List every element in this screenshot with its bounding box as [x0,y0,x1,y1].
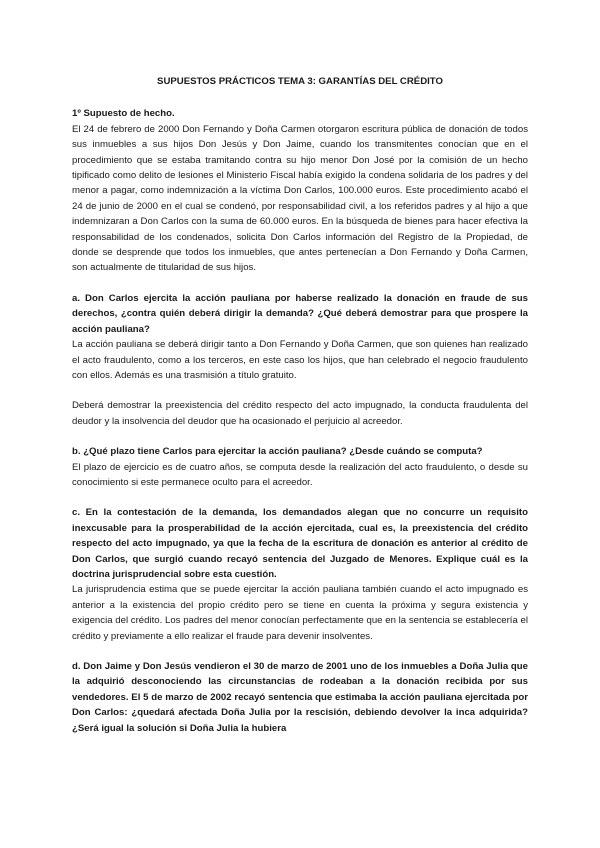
case-facts: El 24 de febrero de 2000 Don Fernando y Doña Carmen otorgaron escritura pública de donación de todos sus inmuebles a sus hijos Don Jesús y Don Jaime, cuando los transmitentes conocían que en el procedimiento que se estaba tramitando contra su hijo menor Don José por la comisión de un hecho tipificado como delito de lesiones el Ministerio Fiscal había exigido la condena solidaria de los padres y del menor a pagar, como indemnización a la víctima Don Carlos, 100.000 euros. Este procedimiento acabó el 24 de junio de 2000 en el cual se condenó, por responsabilidad civil, a los referidos padres y al hijo a que indemnizaran a Don Carlos con la suma de 60.000 euros. En la búsqueda de bienes para hacer efectiva la responsabilidad de los condenados, solicita Don Carlos información del Registro de la Propiedad, de donde se desprende que todos los inmuebles, que antes pertenecían a Don Fernando y Doña Carmen, son actualmente de titularidad de sus hijos. [72,123,528,274]
answer-b-1: El plazo de ejercicio es de cuatro años, se computa desde la realización del acto fraudulento, o desde su conocimiento si este permanece oculto para el acreedor. [72,461,528,488]
spacer [72,276,528,291]
spacer [72,490,528,505]
question-a: a. Don Carlos ejercita la acción pauliana por haberse realizado la donación en fraude de sus derechos, ¿contra quién deberá dirigir la demanda? ¿Qué deberá demostrar para que prospere la acción pauliana? [72,292,528,335]
case-title: 1º Supuesto de hecho. [72,108,175,120]
answer-c-1: La jurisprudencia estima que se puede ejercitar la acción pauliana también cuando el acto impugnado es anterior a la existencia del propio crédito pero se tiene en cuenta la próxima y segura existencia y exigencia del crédito. Los padres del menor conocían perfectamente que en la sentencia se establecería el crédito y previamente a ello realizar el fraude para devenir insolventes. [72,584,528,642]
spacer [72,383,528,398]
spacer [72,644,528,659]
document-title: SUPUESTOS PRÁCTICOS TEMA 3: GARANTÍAS DEL CRÉDITO [157,76,443,87]
question-d: d. Don Jaime y Don Jesús vendieron el 30 de marzo de 2001 uno de los inmuebles a Doña Julia que la adquirió desconociendo las circunstancias de rodeaban a la donación recibida por sus vendedores. El 5 de marzo de 2002 recayó sentencia que estimaba la acción pauliana ejercitada por Don Carlos: ¿quedará afectada Doña Julia por la rescisión, debiendo devolver la inca adquirida? ¿Será igual la solución si Doña Julia la hubiera [72,661,528,734]
answer-a-2: Deberá demostrar la preexistencia del crédito respecto del acto impugnado, la conducta fraudulenta del deudor y la insolvencia del deudor que ha ocasionado el perjuicio al acreedor. [72,400,528,427]
question-c: c. En la contestación de la demanda, los demandados alegan que no concurre un requisito inexcusable para la prosperabilidad de la acción ejercitada, cual es, la preexistencia del crédito respecto del acto impugnado, ya que la fecha de la escritura de donación es anterior al crédito de Don Carlos, que surgió cuando recayó sentencia del Juzgado de Menores. Explique cuál es la doctrina jurisprudencial sobre esta cuestión. [72,507,528,580]
question-b: b. ¿Qué plazo tiene Carlos para ejercitar la acción pauliana? ¿Desde cuándo se computa? [72,446,483,458]
answer-a-1: La acción pauliana se deberá dirigir tanto a Don Fernando y Doña Carmen, que son quienes han realizado el acto fraudulento, como a los terceros, en este caso los hijos, que han celebrado el negocio fraudulento con ellos. Además es una trasmisión a título gratuito. [72,339,528,381]
spacer [72,429,528,444]
